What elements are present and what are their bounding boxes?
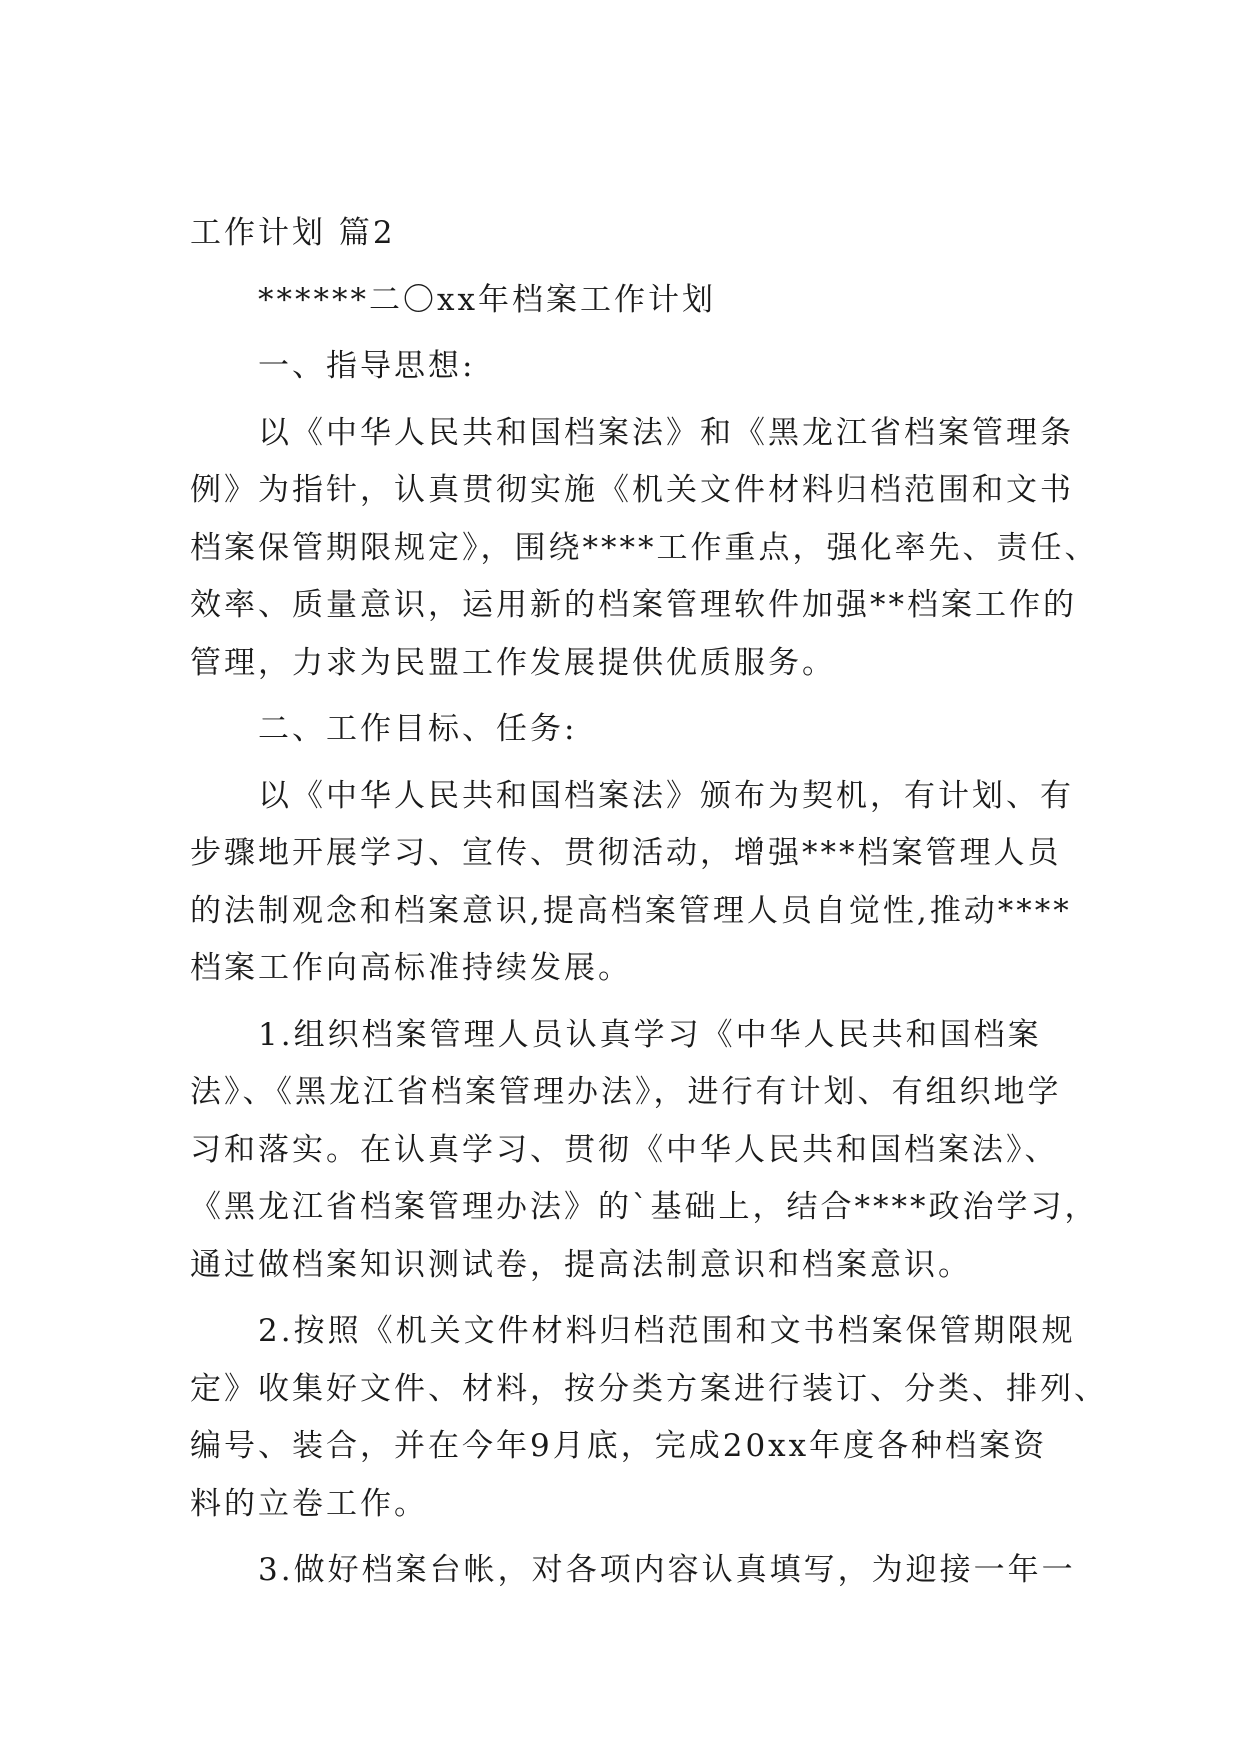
paragraph-line: 法》、《黑龙江省档案管理办法》，进行有计划、有组织地学 bbox=[190, 1074, 1062, 1110]
list-item-1 bbox=[190, 1007, 1099, 1295]
paragraph-line: 例》为指针，认真贯彻实施《机关文件材料归档范围和文书 bbox=[190, 472, 1074, 508]
list-item-2 bbox=[190, 1303, 1108, 1533]
document-body bbox=[190, 205, 1108, 1600]
paragraph-line: 《黑龙江省档案管理办法》的`基础上，结合****政治学习， bbox=[190, 1189, 1099, 1225]
paragraph-guiding-ideology bbox=[190, 405, 1099, 693]
paragraph-goals-tasks bbox=[190, 768, 1074, 998]
paragraph-line: 习和落实。在认真学习、贯彻《中华人民共和国档案法》、 bbox=[190, 1131, 1059, 1168]
paragraph-line: 通过做档案知识测试卷，提高法制意识和档案意识。 bbox=[190, 1246, 972, 1283]
paragraph-line: 档案工作向高标准持续发展。 bbox=[190, 950, 632, 986]
document-heading: 工作计划 篇2 bbox=[190, 215, 396, 251]
paragraph-line: 1.组织档案管理人员认真学习《中华人民共和国档案 bbox=[258, 1016, 1042, 1053]
paragraph-line: 以《中华人民共和国档案法》和《黑龙江省档案管理条 bbox=[258, 414, 1074, 451]
list-item-3 bbox=[190, 1542, 1076, 1600]
paragraph-line: 2.按照《机关文件材料归档范围和文书档案保管期限规 bbox=[258, 1313, 1076, 1349]
section-heading-guiding-ideology: 一、指导思想: bbox=[258, 348, 476, 384]
paragraph-line: 料的立卷工作。 bbox=[190, 1485, 428, 1522]
section-heading-goals-tasks: 二、工作目标、任务: bbox=[258, 711, 578, 747]
paragraph-line: 定》收集好文件、材料，按分类方案进行装订、分类、排列、 bbox=[190, 1370, 1108, 1407]
paragraph-line: 以《中华人民共和国档案法》颁布为契机，有计划、有 bbox=[258, 777, 1074, 814]
paragraph-line: 3.做好档案台帐，对各项内容认真填写，为迎接一年一 bbox=[258, 1552, 1076, 1588]
paragraph-line: 编号、装合，并在今年9月底，完成20xx年度各种档案资 bbox=[190, 1428, 1048, 1464]
paragraph-line: 档案保管期限规定》，围绕****工作重点，强化率先、责任、 bbox=[190, 529, 1099, 566]
paragraph-line: 效率、质量意识，运用新的档案管理软件加强**档案工作的 bbox=[190, 587, 1077, 623]
paragraph-line: 管理，力求为民盟工作发展提供优质服务。 bbox=[190, 644, 836, 681]
paragraph-line: 步骤地开展学习、宣传、贯彻活动，增强***档案管理人员 bbox=[190, 835, 1062, 871]
document-title: ******二〇xx年档案工作计划 bbox=[258, 281, 716, 318]
paragraph-line: 的法制观念和档案意识,提高档案管理人员自觉性,推动**** bbox=[190, 892, 1072, 929]
